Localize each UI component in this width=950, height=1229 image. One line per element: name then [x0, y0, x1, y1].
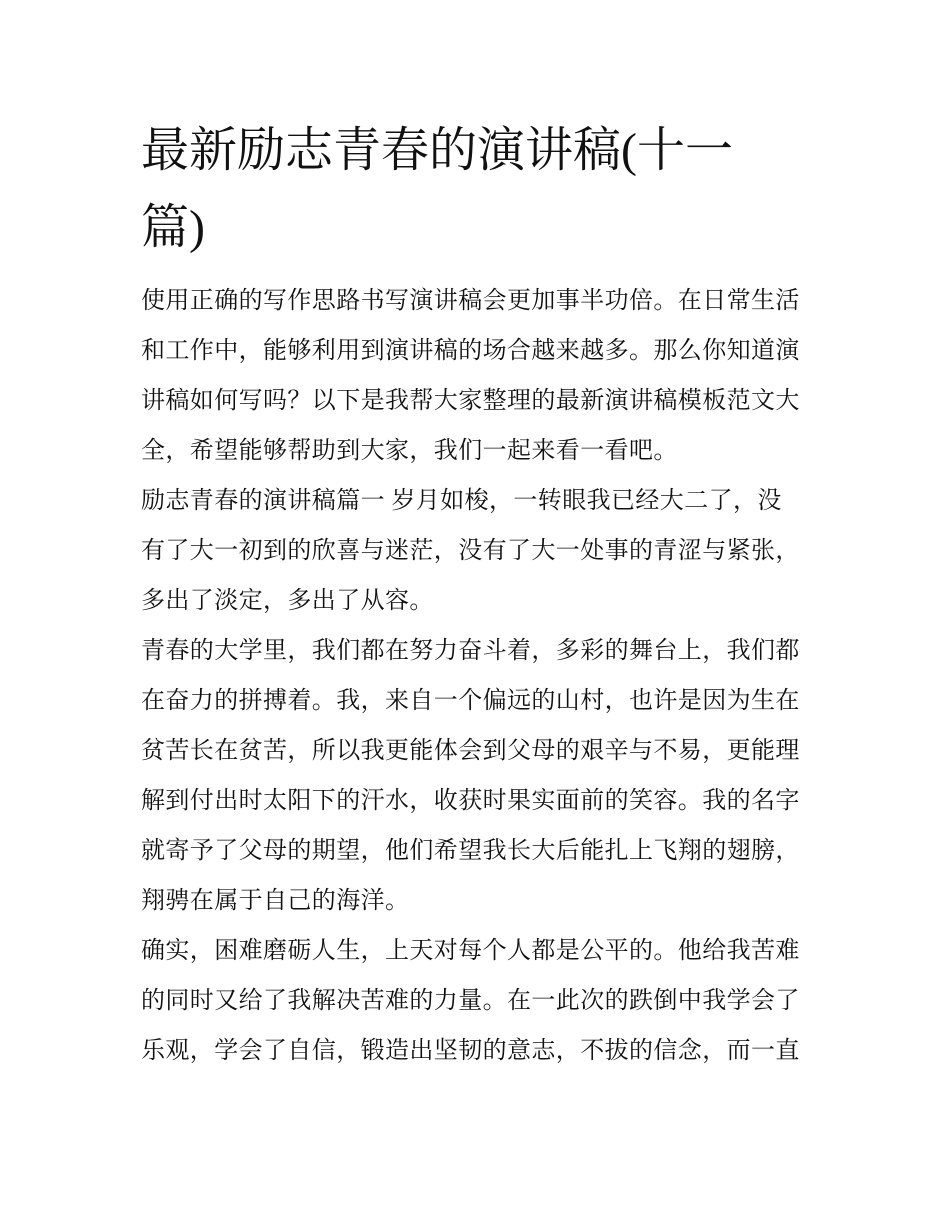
text-line: 确实，困难磨砺人生，上天对每个人都是公平的。他给我苦难	[141, 938, 800, 964]
paragraph-intro	[141, 276, 821, 476]
paragraph-youth	[141, 626, 821, 926]
text-line: 多出了淡定，多出了从容。	[141, 588, 434, 614]
paragraph-speech-one	[141, 476, 821, 626]
text-line: 的同时又给了我解决苦难的力量。在一此次的跌倒中我学会了	[141, 988, 800, 1014]
text-line: 全，希望能够帮助到大家，我们一起来看一看吧。	[141, 438, 678, 464]
text-line: 使用正确的写作思路书写演讲稿会更加事半功倍。在日常生活	[141, 288, 800, 314]
text-line: 就寄予了父母的期望，他们希望我长大后能扎上飞翔的翅膀，	[141, 838, 800, 864]
text-line: 翔骋在属于自己的海洋。	[141, 888, 410, 914]
text-line: 贫苦长在贫苦，所以我更能体会到父母的艰辛与不易，更能理	[141, 738, 800, 764]
text-line: 乐观，学会了自信，锻造出坚韧的意志，不拔的信念，而一直	[141, 1038, 800, 1064]
text-line: 讲稿如何写吗？以下是我帮大家整理的最新演讲稿模板范文大	[141, 388, 800, 414]
document-body	[141, 276, 821, 1076]
text-line: 解到付出时太阳下的汗水，收获时果实面前的笑容。我的名字	[141, 788, 800, 814]
text-line: 青春的大学里，我们都在努力奋斗着，多彩的舞台上，我们都	[141, 638, 800, 664]
paragraph-hardship	[141, 926, 821, 1076]
text-line: 和工作中，能够利用到演讲稿的场合越来越多。那么你知道演	[141, 338, 800, 364]
title-line: 篇)	[141, 201, 205, 254]
document-title	[141, 112, 821, 266]
title-line: 最新励志青春的演讲稿(十一	[141, 124, 733, 177]
text-line: 励志青春的演讲稿篇一 岁月如梭，一转眼我已经大二了，没	[141, 488, 782, 514]
text-line: 在奋力的拼搏着。我，来自一个偏远的山村，也许是因为生在	[141, 688, 800, 714]
text-line: 有了大一初到的欣喜与迷茫，没有了大一处事的青涩与紧张，	[141, 538, 800, 564]
